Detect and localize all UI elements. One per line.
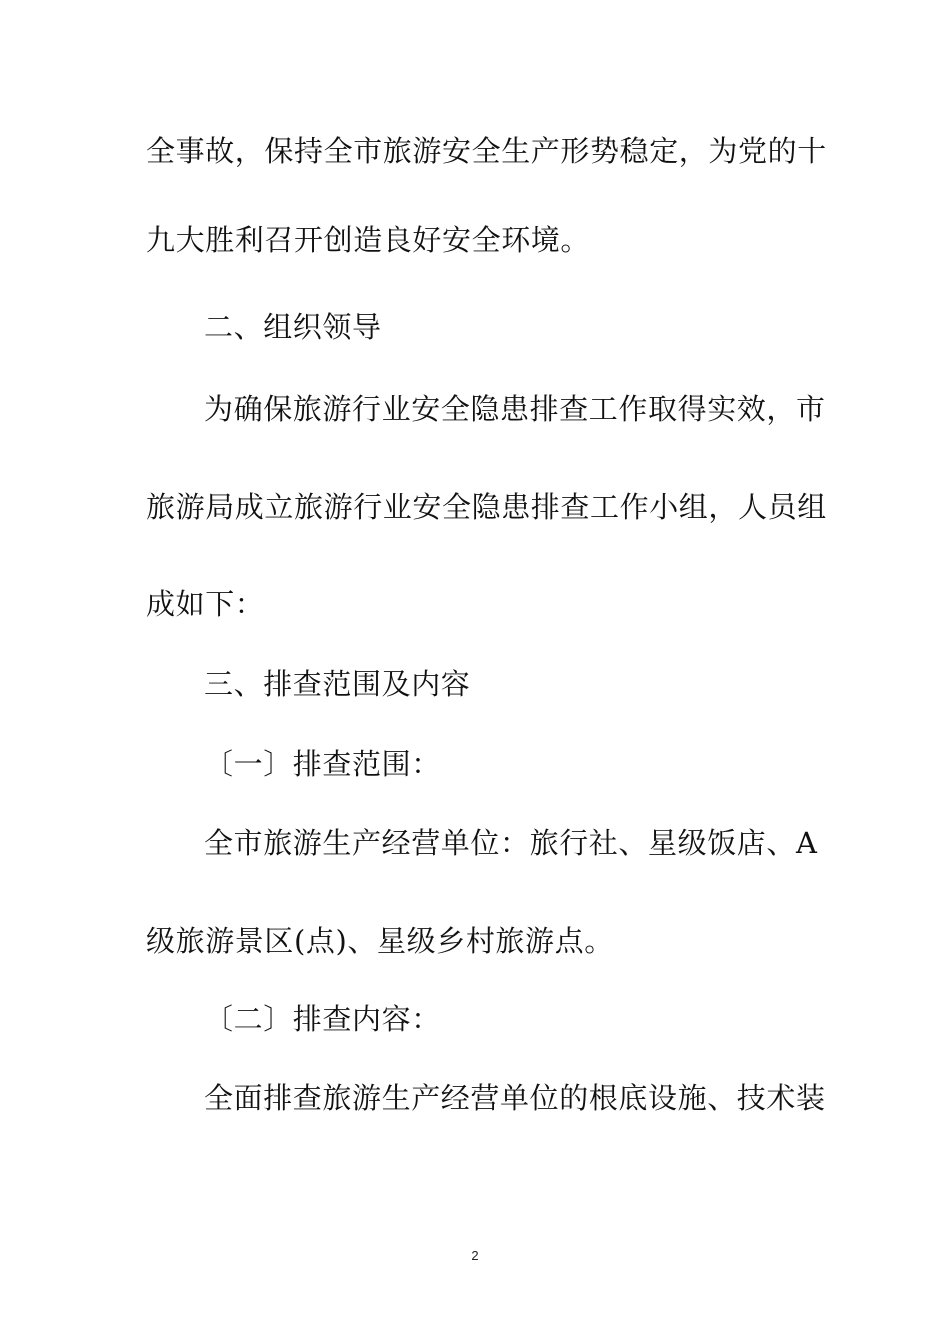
- subheading-scope: 〔一〕排查范围：: [204, 747, 441, 781]
- section-heading-organization: 二、组织领导: [204, 310, 382, 344]
- paragraph-line: 为确保旅游行业安全隐患排查工作取得实效，市: [204, 392, 826, 426]
- paragraph-line: 级旅游景区(点)、星级乡村旅游点。: [146, 924, 614, 958]
- paragraph-line: 全事故，保持全市旅游安全生产形势稳定，为党的十: [146, 134, 827, 168]
- page-number: 2: [471, 1248, 479, 1263]
- paragraph-line: 九大胜利召开创造良好安全环境。: [146, 223, 591, 257]
- paragraph-line: 旅游局成立旅游行业安全隐患排查工作小组，人员组: [146, 490, 827, 524]
- section-heading-scope-content: 三、排查范围及内容: [204, 667, 471, 701]
- paragraph-line: 成如下：: [146, 587, 265, 621]
- subheading-content: 〔二〕排查内容：: [204, 1002, 441, 1036]
- paragraph-line: 全面排查旅游生产经营单位的根底设施、技术装: [204, 1081, 826, 1115]
- paragraph-line: 全市旅游生产经营单位：旅行社、星级饭店、A: [204, 826, 818, 860]
